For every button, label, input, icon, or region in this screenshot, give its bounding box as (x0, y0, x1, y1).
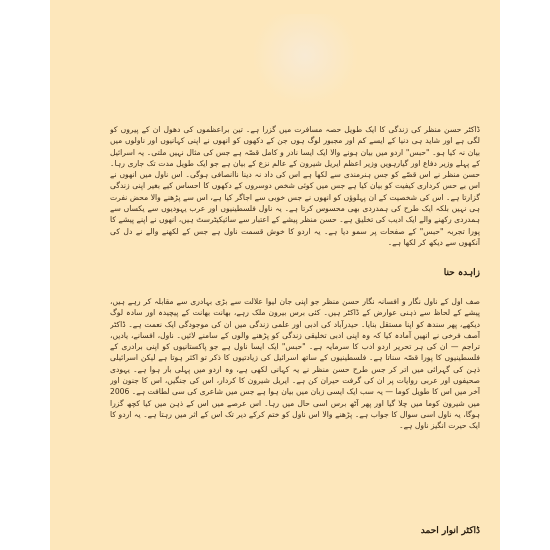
review-1-signature: زاہدہ حنا (443, 268, 480, 278)
review-1-text: ڈاکٹر حسن منظر کی زندگی کا ایک طویل حصہ مسافرت میں گزرا ہے۔ تین براعظموں کی دھول ان کے پیروں کو لگی ہے اور شاید ہی دنیا کے ایسے کم اور مجبور لوگ ہوں جن کے دکھوں کو انھوں نے اپنی کہانیوں اور ناولوں میں بیان نہ کیا ہو۔ "حبس" اردو میں بیان ہونے والا ایک ایسا نادر و کامل قصّہ ہے جس کی مثال نہیں ملتی۔ یہ اسرائیل کے پہلے وزیر دفاع اور گیارہویں وزیر اعظم ایریل شیرون کے عالم نزع کے بیان ہے جو ایک طویل مدت تک جاری رہا۔ حسن منظر نے اس قصّے کو جس ہنرمندی سے لکھا ہے اس کی داد نہ دینا ناانصافی ہوگی۔ اس ناول میں انھوں نے اس بے حس کرداری کیفیت کو بیان کیا ہے جس میں کوئی شخص دوسروں کے دکھوں کا احساس کیے بغیر اپنی زندگی گزارتا ہے۔ اس کی شخصیت کے ان پہلوؤں کو انھوں نے جس خوبی سے اجاگر کیا ہے، اس سے پڑھنے والا محض نفرت ہی نہیں بلکہ ایک طرح کی ہمدردی بھی محسوس کرتا ہے۔ یہ ناول فلسطینیوں اور عرب یہودیوں سے یکساں سے ہمدردی رکھنے والے ایک ادیب کی تخلیق ہے۔ حسن منظر پیشے کے اعتبار سے سائیکیٹرسٹ ہیں، انھوں نے اپنے پیشے کا پورا تجربہ "حبس" کے صفحات پر سمو دیا ہے۔ یہ اردو کا خوش قسمت ناول ہے جس کے لکھنے والے نے دل کی آنکھوں سے دیکھ کر لکھا ہے۔ (110, 125, 480, 247)
review-2-signature: ڈاکٹر انوار احمد (420, 526, 480, 536)
back-cover-page (50, 0, 500, 550)
review-2-text: صف اول کے ناول نگار و افسانہ نگار حسن منظر جو اپنی جان لیوا علالت سے بڑی بہادری سے مقابلہ کر رہے ہیں، پیشے کے لحاظ سے ذہنی عوارض کے ڈاکٹر ہیں۔ کئی برس بیرون ملک رہے، بھانت بھانت کے پیچیدہ اور سادہ لوگ دیکھے، پھر سندھ کو اپنا مستقل بنایا۔ حیدرآباد کی ادبی اور علمی زندگی میں ان کی موجودگی ایک نعمت ہے۔ ڈاکٹر آصف فرخی نے انھیں آمادہ کیا کہ وہ اپنی ادبی تخلیقی زندگی کو پڑھنے والوں کے سامنے لائیں۔ ناول، افسانے، یادیں، تراجم — ان کی ہر تحریر اردو ادب کا سرمایہ ہے۔ "حبس" ایک ایسا ناول ہے جو پاکستانیوں کو اپنی برادری کے فلسطینیوں کا پورا قصّہ سناتا ہے۔ فلسطینیوں کے ساتھ اسرائیل کی زیادتیوں کا ذکر تو اکثر ہوتا ہے لیکن اسرائیلی ذہن کی گہرائی میں اتر کر جس طرح حسن منظر نے یہ کہانی لکھی ہے، وہ اردو میں پہلی بار ہوا ہے۔ یہودی صحیفوں اور عربی روایات پر ان کی گرفت حیران کن ہے۔ ایریل شیرون کا کردار، اس کی جنگیں، اس کا جنون اور آخر میں اس کا طویل کوما — یہ سب ایک ایسی زبان میں بیان ہوا ہے جس میں شاعری کی سی لطافت ہے۔ 2006 میں شیرون کوما میں چلا گیا اور پھر آٹھ برس اسی حال میں رہا۔ اس عرصے میں اس کے ذہن میں کیا کچھ گزرا ہوگا، یہ ناول اسی سوال کا جواب ہے۔ پڑھنے والا اس ناول کو ختم کرکے دیر تک اس کے اثر میں رہتا ہے۔ یہ اردو کا ایک حیرت انگیز ناول ہے۔ (110, 297, 480, 431)
review-1 (110, 124, 480, 276)
author-portrait (252, 14, 358, 106)
